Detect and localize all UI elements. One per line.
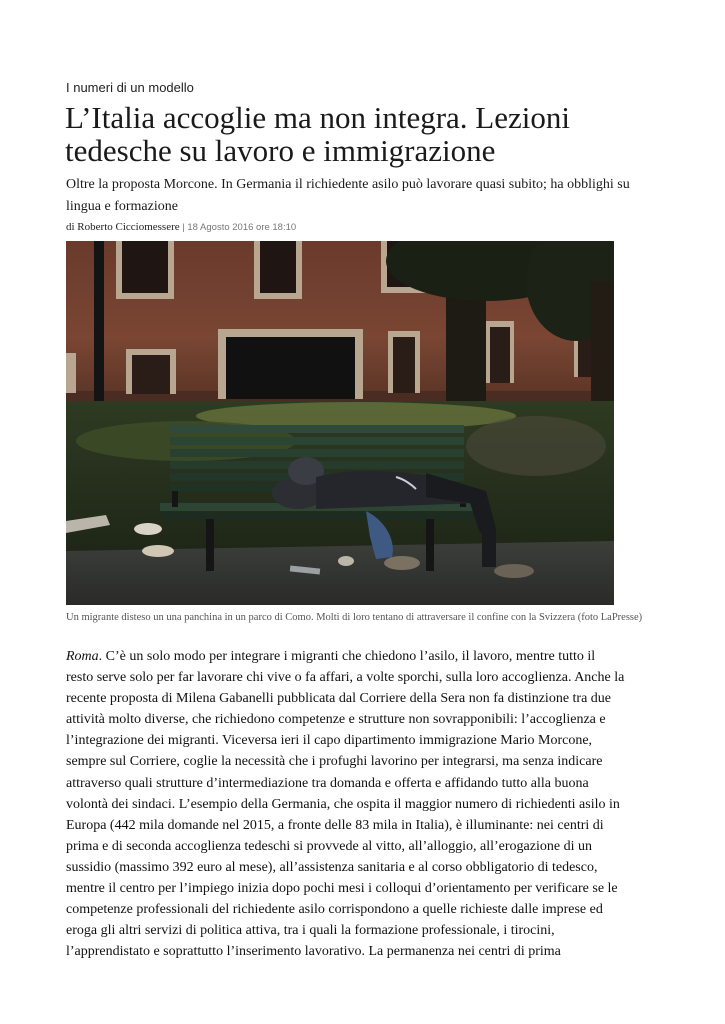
byline-date: 18 Agosto 2016 ore 18:10 bbox=[187, 222, 297, 233]
body-line: sussidio (massimo 392 euro al mese), all’assistenza sanitaria e al corso obbligatorio di tedesco, bbox=[66, 859, 598, 875]
photo-caption: Un migrante disteso un una panchina in un parco di Como. Molti di loro tentano di attraversare il confine con la Svizzera (foto LaPresse) bbox=[66, 612, 643, 623]
byline-author[interactable]: di Roberto Cicciomessere bbox=[66, 221, 180, 233]
body-line: mentre il centro per l’impiego inizia dopo pochi mesi i colloqui d’orientamento per verificare se le bbox=[66, 881, 618, 897]
body-line: eroga gli altri servizi di politica attiva, tra i quali la formazione professionale, i tirocini, bbox=[66, 923, 555, 939]
photo-bench-sleeper-icon bbox=[66, 241, 614, 605]
body-line: competenze professionali del richiedente asilo corrispondono a quelle richieste dalle imprese ed bbox=[66, 902, 603, 918]
body-dateline: Roma bbox=[66, 649, 99, 664]
article-subtitle: Oltre la proposta Morcone. In Germania il richiedente asilo può lavorare quasi subito; ha obblighi su lingua e formazione bbox=[66, 177, 630, 214]
byline bbox=[66, 221, 296, 233]
body-line: l’apprendistato e soprattutto l’inserimento lavorativo. La permanenza nei centri di prima bbox=[66, 944, 561, 960]
body-line: l’integrazione dei migranti. Viceversa ieri il capo dipartimento immigrazione Mario Morcone, bbox=[66, 733, 593, 749]
body-line: attività molto diverse, che richiedono competenze e strutture non sovrapponibili: l’accoglienza e bbox=[66, 712, 606, 728]
byline-separator: | bbox=[182, 222, 185, 233]
body-line: attraverso quali strutture d’intermediazione tra domanda e offerta e affidando tutto alla buona bbox=[66, 775, 589, 791]
body-line: volontà dei sindaci. L’esempio della Germania, che ospita il maggior numero di richiedenti asilo in bbox=[66, 796, 620, 812]
article-photo bbox=[66, 241, 614, 605]
body-line: resto serve solo per far lavorare chi vive o fa affari, a volte sporchi, sulla loro accoglienza. Anche la bbox=[66, 670, 625, 686]
body-line: prima e di seconda accoglienza tedeschi si provvede al vitto, all’alloggio, all’erogazione di un bbox=[66, 838, 592, 854]
body-line: recente proposta di Milena Gabanelli pubblicata dal Corriere della Sera non fa distinzione tra due bbox=[66, 691, 612, 707]
article-kicker: I numeri di un modello bbox=[66, 80, 194, 95]
body-line: Roma. C’è un solo modo per integrare i migranti che chiedono l’asilo, il lavoro, mentre tutto il bbox=[66, 649, 596, 664]
body-line: sempre sul Corriere, coglie la necessità che i profughi lavorino per integrarsi, ma senza indicare bbox=[66, 754, 603, 770]
article-headline: L’Italia accoglie ma non integra. Lezioni tedesche su lavoro e immigrazione bbox=[65, 100, 570, 168]
article-body bbox=[66, 646, 666, 962]
body-line: Europa (442 mila domande nel 2015, a fronte delle 83 mila in Italia), è illuminante: nei centri di bbox=[66, 817, 604, 833]
